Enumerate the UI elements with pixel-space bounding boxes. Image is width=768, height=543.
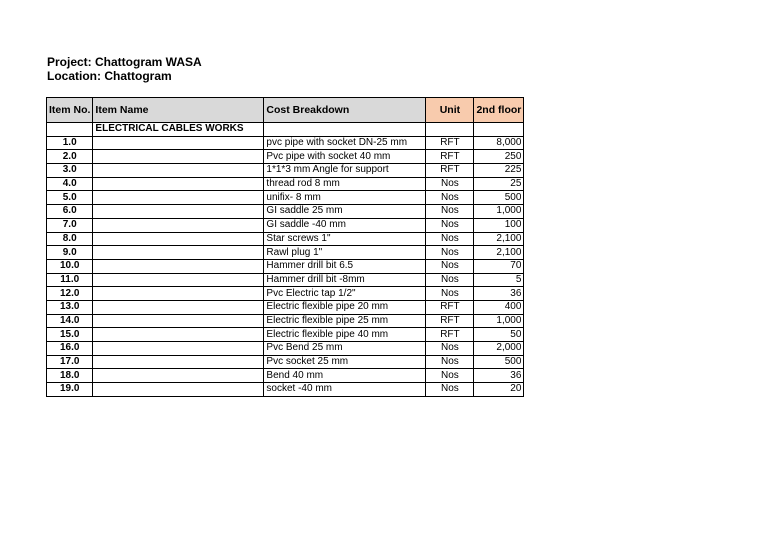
unit-cell: RFT	[426, 136, 474, 150]
quantity-cell: 50	[474, 328, 524, 342]
quantity-cell: 500	[474, 191, 524, 205]
unit-cell: Nos	[426, 218, 474, 232]
table-row	[47, 164, 524, 178]
item-no-cell: 19.0	[47, 383, 93, 397]
quantity-cell: 100	[474, 218, 524, 232]
table-row	[47, 246, 524, 260]
cost-breakdown-cell: Rawl plug 1"	[264, 246, 426, 260]
section-title: ELECTRICAL CABLES WORKS	[93, 123, 264, 137]
header-unit: Unit	[426, 98, 474, 123]
table-row	[47, 259, 524, 273]
item-name-cell	[93, 328, 264, 342]
table-row	[47, 342, 524, 356]
quantity-cell: 400	[474, 300, 524, 314]
quantity-cell: 20	[474, 383, 524, 397]
item-no-cell: 2.0	[47, 150, 93, 164]
quantity-cell: 5	[474, 273, 524, 287]
unit-cell: RFT	[426, 150, 474, 164]
item-no-cell: 4.0	[47, 177, 93, 191]
item-name-cell	[93, 259, 264, 273]
item-name-cell	[93, 369, 264, 383]
unit-cell: RFT	[426, 314, 474, 328]
cost-breakdown-cell: Pvc pipe with socket 40 mm	[264, 150, 426, 164]
cost-breakdown-cell: GI saddle 25 mm	[264, 205, 426, 219]
table-cell	[264, 123, 426, 137]
quantity-cell: 70	[474, 259, 524, 273]
item-no-cell: 3.0	[47, 164, 93, 178]
item-name-cell	[93, 383, 264, 397]
unit-cell: Nos	[426, 232, 474, 246]
quantity-cell: 25	[474, 177, 524, 191]
table-header-row	[47, 98, 524, 123]
item-no-cell: 11.0	[47, 273, 93, 287]
item-name-cell	[93, 232, 264, 246]
unit-cell: Nos	[426, 246, 474, 260]
cost-breakdown-cell: Star screws 1"	[264, 232, 426, 246]
unit-cell: Nos	[426, 259, 474, 273]
table-row	[47, 355, 524, 369]
table-row	[47, 383, 524, 397]
quantity-cell: 1,000	[474, 314, 524, 328]
unit-cell: Nos	[426, 191, 474, 205]
location-title: Location: Chattogram	[47, 69, 172, 83]
item-name-cell	[93, 355, 264, 369]
table-row	[47, 191, 524, 205]
table-row	[47, 177, 524, 191]
item-no-cell: 17.0	[47, 355, 93, 369]
table-cell	[47, 123, 93, 137]
table-row	[47, 369, 524, 383]
unit-cell: Nos	[426, 369, 474, 383]
item-no-cell: 5.0	[47, 191, 93, 205]
unit-cell: Nos	[426, 205, 474, 219]
quantity-cell: 36	[474, 287, 524, 301]
unit-cell: Nos	[426, 383, 474, 397]
project-title: Project: Chattogram WASA	[47, 55, 202, 69]
cost-breakdown-cell: Pvc socket 25 mm	[264, 355, 426, 369]
cost-breakdown-cell: Electric flexible pipe 20 mm	[264, 300, 426, 314]
cost-breakdown-cell: Bend 40 mm	[264, 369, 426, 383]
table-cell	[426, 123, 474, 137]
item-no-cell: 10.0	[47, 259, 93, 273]
table-row	[47, 205, 524, 219]
quantity-cell: 2,100	[474, 246, 524, 260]
item-name-cell	[93, 273, 264, 287]
item-name-cell	[93, 191, 264, 205]
item-no-cell: 7.0	[47, 218, 93, 232]
unit-cell: Nos	[426, 342, 474, 356]
cost-breakdown-cell: Pvc Bend 25 mm	[264, 342, 426, 356]
header-item-name: Item Name	[93, 98, 264, 123]
quantity-cell: 250	[474, 150, 524, 164]
item-no-cell: 12.0	[47, 287, 93, 301]
table-row	[47, 300, 524, 314]
cost-breakdown-cell: Electric flexible pipe 40 mm	[264, 328, 426, 342]
quantity-cell: 2,000	[474, 342, 524, 356]
table-cell	[474, 123, 524, 137]
cost-breakdown-cell: Pvc Electric tap 1/2"	[264, 287, 426, 301]
cost-table	[46, 97, 524, 397]
header-item-no: Item No.	[47, 98, 93, 123]
item-no-cell: 14.0	[47, 314, 93, 328]
cost-breakdown-cell: Hammer drill bit -8mm	[264, 273, 426, 287]
header-2nd-floor: 2nd floor	[474, 98, 524, 123]
document-header	[47, 55, 202, 83]
cost-breakdown-cell: pvc pipe with socket DN-25 mm	[264, 136, 426, 150]
table-row	[47, 150, 524, 164]
table-row	[47, 136, 524, 150]
section-row	[47, 123, 524, 137]
quantity-cell: 36	[474, 369, 524, 383]
item-name-cell	[93, 314, 264, 328]
cost-breakdown-cell: Hammer drill bit 6.5	[264, 259, 426, 273]
unit-cell: Nos	[426, 287, 474, 301]
table-row	[47, 314, 524, 328]
cost-breakdown-cell: thread rod 8 mm	[264, 177, 426, 191]
header-cost-breakdown: Cost Breakdown	[264, 98, 426, 123]
quantity-cell: 2,100	[474, 232, 524, 246]
quantity-cell: 1,000	[474, 205, 524, 219]
table-row	[47, 218, 524, 232]
table-row	[47, 232, 524, 246]
item-name-cell	[93, 205, 264, 219]
cost-breakdown-cell: unifix- 8 mm	[264, 191, 426, 205]
item-name-cell	[93, 218, 264, 232]
item-no-cell: 13.0	[47, 300, 93, 314]
quantity-cell: 8,000	[474, 136, 524, 150]
item-name-cell	[93, 136, 264, 150]
item-name-cell	[93, 177, 264, 191]
cost-breakdown-cell: socket -40 mm	[264, 383, 426, 397]
item-no-cell: 1.0	[47, 136, 93, 150]
item-name-cell	[93, 287, 264, 301]
item-no-cell: 18.0	[47, 369, 93, 383]
unit-cell: Nos	[426, 355, 474, 369]
unit-cell: RFT	[426, 164, 474, 178]
item-name-cell	[93, 246, 264, 260]
cost-breakdown-cell: GI saddle -40 mm	[264, 218, 426, 232]
unit-cell: Nos	[426, 177, 474, 191]
cost-breakdown-cell: Electric flexible pipe 25 mm	[264, 314, 426, 328]
unit-cell: Nos	[426, 273, 474, 287]
unit-cell: RFT	[426, 300, 474, 314]
table-row	[47, 273, 524, 287]
item-no-cell: 16.0	[47, 342, 93, 356]
item-name-cell	[93, 300, 264, 314]
table-row	[47, 328, 524, 342]
quantity-cell: 225	[474, 164, 524, 178]
item-no-cell: 6.0	[47, 205, 93, 219]
quantity-cell: 500	[474, 355, 524, 369]
item-name-cell	[93, 342, 264, 356]
item-name-cell	[93, 150, 264, 164]
table-row	[47, 287, 524, 301]
item-no-cell: 15.0	[47, 328, 93, 342]
unit-cell: RFT	[426, 328, 474, 342]
cost-breakdown-cell: 1*1*3 mm Angle for support	[264, 164, 426, 178]
item-name-cell	[93, 164, 264, 178]
item-no-cell: 8.0	[47, 232, 93, 246]
item-no-cell: 9.0	[47, 246, 93, 260]
